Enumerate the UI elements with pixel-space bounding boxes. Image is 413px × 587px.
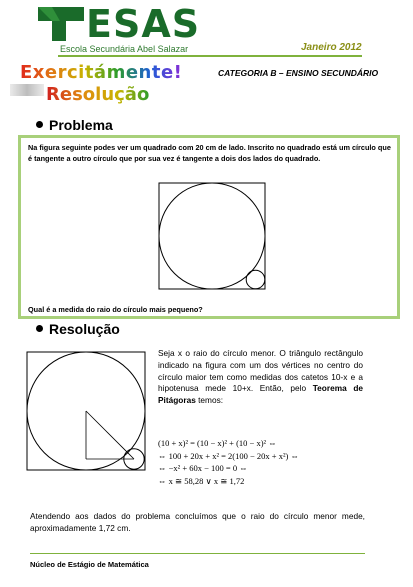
category-label: CATEGORIA B – ENSINO SECUNDÁRIO <box>218 68 379 78</box>
footer-rule <box>30 553 365 554</box>
esas-logo-icon <box>38 7 84 41</box>
problem-heading <box>36 117 113 133</box>
resolucao-wordart <box>46 82 166 106</box>
resolution-figure <box>26 351 146 471</box>
logo-text: ESAS <box>86 2 201 46</box>
problem-figure <box>158 182 266 290</box>
bullet-icon <box>36 325 43 332</box>
conclusion-text: Atendendo aos dados do problema concluímos que o raio do círculo menor mede, aproximadamente 1,72 cm. <box>30 511 365 533</box>
header-rule <box>58 55 362 57</box>
problem-heading-label: Problema <box>49 117 113 133</box>
problem-text: Na figura seguinte podes ver um quadrado com 20 cm de lado. Inscrito no quadrado está um círculo que é tangente a outro círculo que por sua vez é tangente a dois dos lados do quadrado. <box>28 143 391 163</box>
resolution-text-after: temos: <box>198 395 224 406</box>
resolucao-title <box>46 82 166 111</box>
svg-text:Exercitámente!: Exercitámente! <box>20 62 183 83</box>
equations <box>158 437 299 487</box>
svg-text:Resolução: Resolução <box>46 84 150 105</box>
school-name: Escola Secundária Abel Salazar <box>60 44 189 54</box>
equation-line: ⇔ −x² + 60x − 100 = 0 ⇔ <box>158 463 248 474</box>
resolution-heading <box>36 321 120 337</box>
problem-question: Qual é a medida do raio do círculo mais pequeno? <box>28 305 203 314</box>
resolution-text-before: Seja x o raio do círculo menor. O triângulo rectângulo indicado na figura com um dos vértices no centro do círculo maior tem como medidas dos catetos 10-x e a hipotenusa mede 10+x. Então, pelo <box>158 348 363 394</box>
issue-date: Janeiro 2012 <box>301 42 362 53</box>
resolution-text <box>158 348 363 407</box>
equation-line: ⇔ x ≅ 58,28 ∨ x ≅ 1,72 <box>158 475 245 486</box>
equation-line: (10 + x)² = (10 − x)² + (10 − x)² ⇔ <box>158 438 277 448</box>
bullet-icon <box>36 121 43 128</box>
theorem-name: Teorema de Pitágoras <box>158 383 363 406</box>
exercitamente-wordart <box>20 60 190 84</box>
equation-line: ⇔ 100 + 20x + x² = 2(100 − 20x + x²) ⇔ <box>158 450 299 461</box>
resolution-heading-label: Resolução <box>49 321 120 337</box>
decorative-strip <box>10 84 44 96</box>
footer-text: Núcleo de Estágio de Matemática <box>30 560 149 569</box>
